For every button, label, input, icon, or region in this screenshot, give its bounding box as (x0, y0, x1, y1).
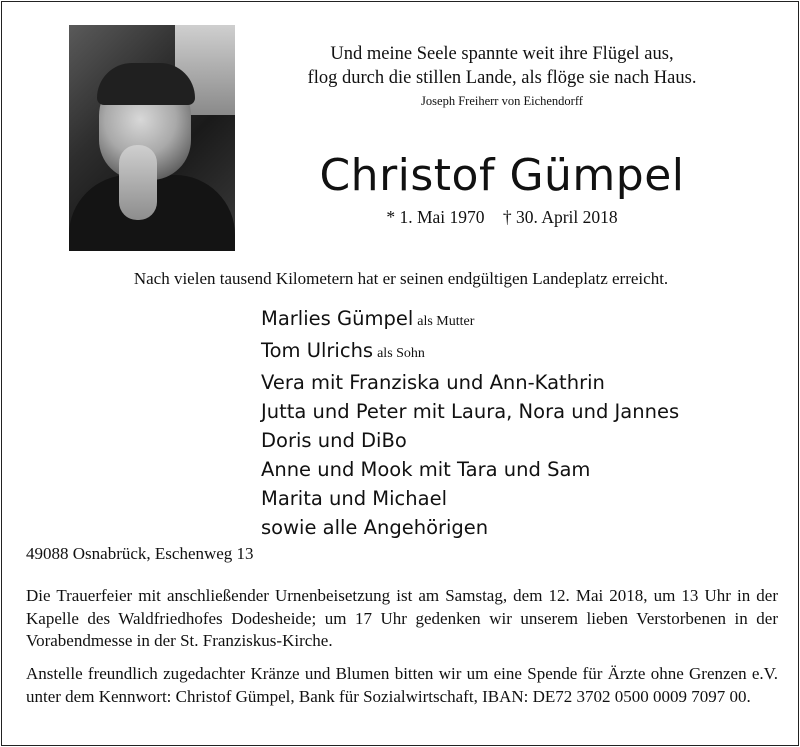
quote-line-2: flog durch die stillen Lande, als flöge sie nach Haus. (307, 68, 697, 88)
family-member: Vera mit Franziska und Ann-Kathrin (261, 371, 605, 394)
family-role: als Sohn (377, 346, 425, 361)
quote-line-1: Und meine Seele spannte weit ihre Flügel aus, (330, 44, 674, 64)
photo-hair (97, 63, 195, 105)
family-member: Marita und Michael (261, 487, 447, 510)
death-date: † 30. April 2018 (502, 207, 618, 227)
donation-info: Anstelle freundlich zugedachter Kränze und Blumen bitten wir um eine Spende für Ärzte ohne Grenzen e.V. unter dem Kennwort: Christof Gümpel, Bank für Sozialwirtschaft, IBAN: DE72 3702 0500 0009 7097 00. (26, 664, 778, 706)
quote-author: Joseph Freiherr von Eichendorff (421, 94, 583, 108)
family-member: Marlies Gümpel als Mutter (261, 307, 475, 330)
poem-quote (242, 42, 762, 110)
portrait-photo (69, 25, 235, 251)
address: 49088 Osnabrück, Eschenweg 13 (26, 544, 254, 563)
tagline: Nach vielen tausend Kilometern hat er seinen endgültigen Landeplatz erreicht. (133, 269, 669, 288)
deceased-name: Christof Gümpel (319, 150, 685, 201)
family-role: als Mutter (417, 314, 475, 329)
life-dates (242, 206, 762, 228)
family-member: Anne und Mook mit Tara und Sam (261, 458, 591, 481)
ceremony-info: Die Trauerfeier mit anschließender Urnenbeisetzung ist am Samstag, dem 12. Mai 2018, um 13 Uhr in der Kapelle des Waldfriedhofes Dodesheide; um 17 Uhr gedenken wir unserem lieben Verstorbenen in der Vorabendmesse in der St. Franziskus-Kirche. (26, 586, 778, 650)
family-member: sowie alle Angehörigen (261, 516, 489, 539)
obituary-notice (1, 1, 799, 746)
birth-date: * 1. Mai 1970 (386, 207, 485, 227)
family-member: Doris und DiBo (261, 429, 407, 452)
photo-hand (119, 145, 157, 220)
family-list (261, 304, 679, 542)
family-member: Jutta und Peter mit Laura, Nora und Jannes (261, 400, 680, 423)
family-member: Tom Ulrichs als Sohn (261, 339, 425, 362)
